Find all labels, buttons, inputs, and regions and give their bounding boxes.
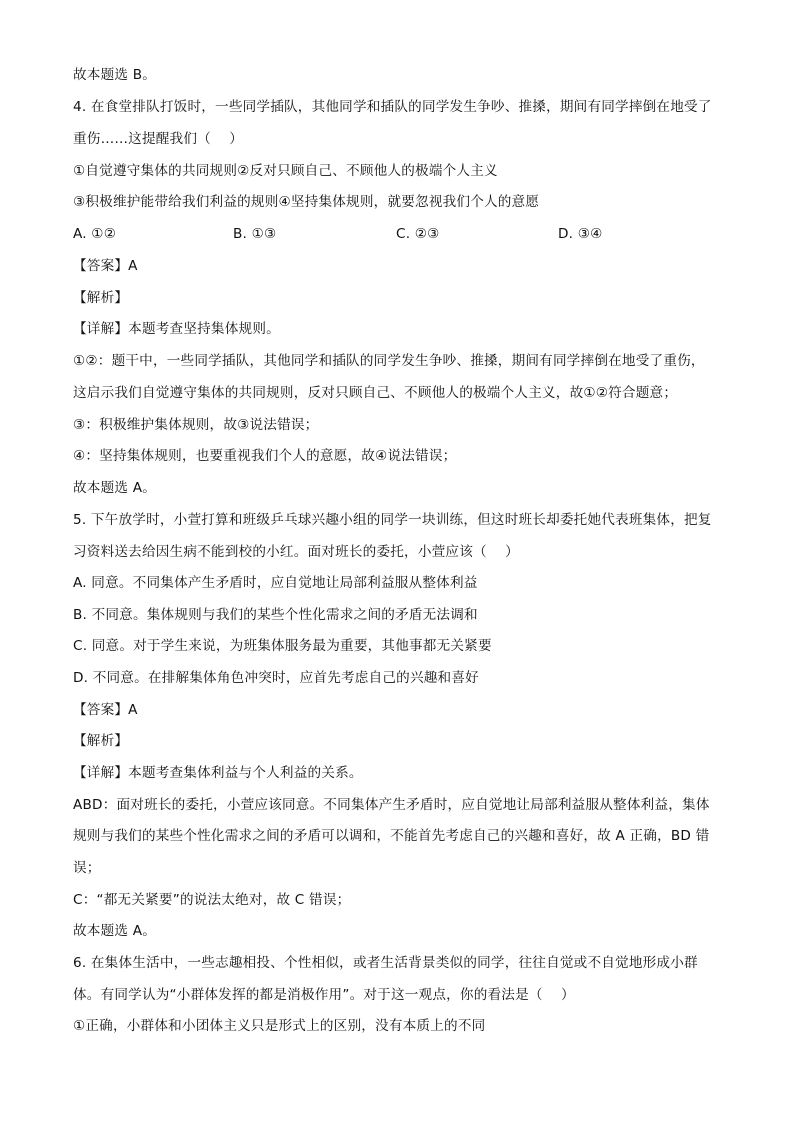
text-line: ③：积极维护集体规则，故③说法错误； bbox=[73, 417, 319, 433]
text-line: 故本题选 B。 bbox=[73, 67, 157, 83]
text-line: 规则与我们的某些个性化需求之间的矛盾可以调和，不能首先考虑自己的兴趣和喜好，故 A 正确，BD 错 bbox=[73, 828, 710, 844]
statement-line: ①正确，小群体和小团体主义只是形式上的区别，没有本质上的不同 bbox=[73, 1018, 486, 1034]
option-a: A. ①② bbox=[73, 226, 117, 242]
text-line: ABD：面对班长的委托，小萱应该同意。不同集体产生矛盾时，应自觉地让局部利益服从整体利益，集体 bbox=[73, 797, 710, 813]
text-line: 体。有同学认为“小群体发挥的都是消极作用”。对于这一观点，你的看法是（ ） bbox=[73, 987, 575, 1003]
detail-line: 【详解】本题考查集体利益与个人利益的关系。 bbox=[73, 765, 363, 781]
analysis-label: 【解析】 bbox=[73, 290, 129, 306]
statement-line: ③积极维护能带给我们利益的规则④坚持集体规则，就要忽视我们个人的意愿 bbox=[73, 194, 540, 210]
answer-label: 【答案】A bbox=[73, 702, 138, 718]
option-d: D. 不同意。在排解集体角色冲突时，应首先考虑自己的兴趣和喜好 bbox=[73, 670, 479, 686]
option-c: C. 同意。对于学生来说，为班集体服务最为重要，其他事都无关紧要 bbox=[73, 638, 492, 654]
text-line: 习资料送去给因生病不能到校的小红。面对班长的委托，小萱应该（ ） bbox=[73, 544, 519, 560]
text-line: C：“都无关紧要”的说法太绝对，故 C 错误； bbox=[73, 892, 351, 908]
detail-line: 【详解】本题考查坚持集体规则。 bbox=[73, 321, 280, 337]
question-6-stem: 6. 在集体生活中，一些志趣相投、个性相似，或者生活背景类似的同学，往往自觉或不自觉地形成小群 bbox=[73, 955, 698, 971]
text-line: ④：坚持集体规则，也要重视我们个人的意愿，故④说法错误； bbox=[73, 448, 457, 464]
statement-line: ①自觉遵守集体的共同规则②反对只顾自己、不顾他人的极端个人主义 bbox=[73, 163, 498, 179]
question-5-stem: 5. 下午放学时，小萱打算和班级乒乓球兴趣小组的同学一块训练，但这时班长却委托她代表班集体，把复 bbox=[73, 512, 712, 528]
answer-label: 【答案】A bbox=[73, 258, 138, 274]
text-line: 这启示我们自觉遵守集体的共同规则，反对只顾自己、不顾他人的极端个人主义，故①②符合题意； bbox=[73, 385, 678, 401]
text-line: 重伤……这提醒我们（ ） bbox=[73, 131, 244, 147]
analysis-label: 【解析】 bbox=[73, 733, 129, 749]
option-a: A. 同意。不同集体产生矛盾时，应自觉地让局部利益服从整体利益 bbox=[73, 575, 478, 591]
text-line: 故本题选 A。 bbox=[73, 480, 156, 496]
option-b: B. ①③ bbox=[233, 226, 277, 242]
text-line: 误； bbox=[73, 860, 101, 876]
option-d: D. ③④ bbox=[558, 226, 603, 242]
option-b: B. 不同意。集体规则与我们的某些个性化需求之间的矛盾无法调和 bbox=[73, 607, 478, 623]
option-c: C. ②③ bbox=[396, 226, 440, 242]
text-line: 故本题选 A。 bbox=[73, 923, 156, 939]
text-line: ①②：题干中，一些同学插队，其他同学和插队的同学发生争吵、推搡，期间有同学摔倒在地受了重伤， bbox=[73, 353, 705, 369]
question-4-stem: 4. 在食堂排队打饭时，一些同学插队，其他同学和插队的同学发生争吵、推搡，期间有同学摔倒在地受了 bbox=[73, 99, 712, 115]
